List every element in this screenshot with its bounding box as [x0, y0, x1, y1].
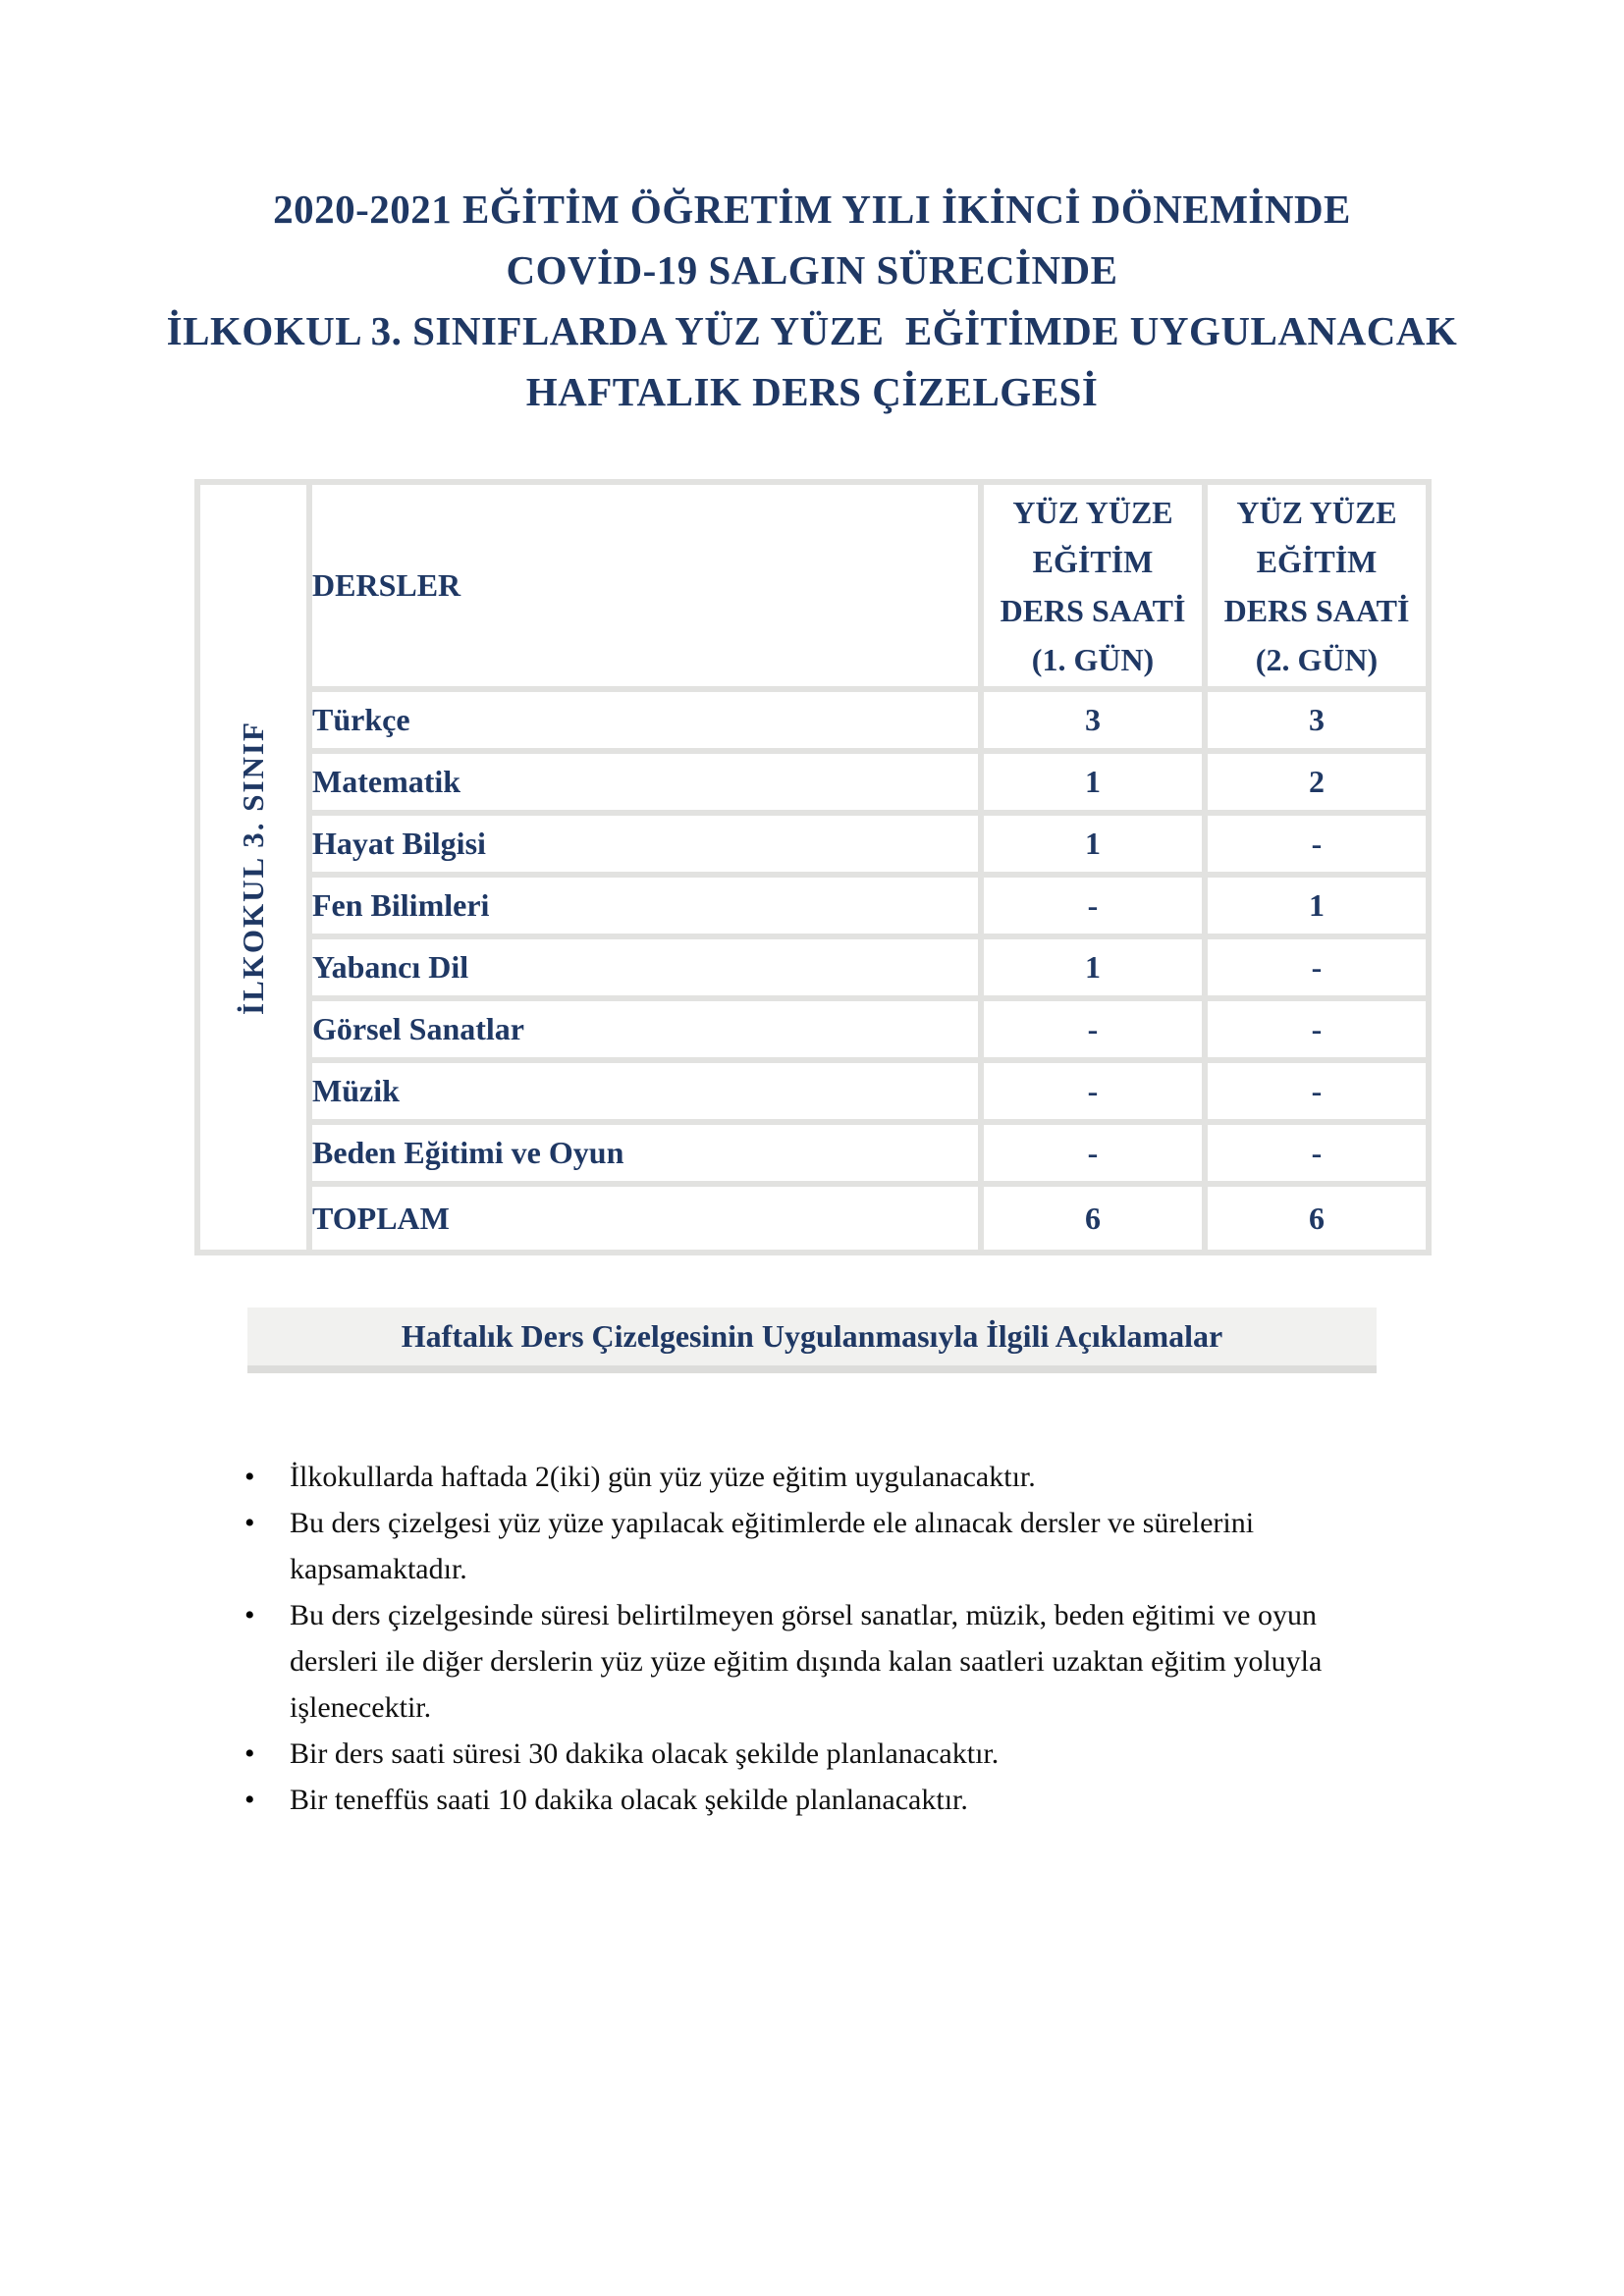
total-label-cell: TOPLAM: [312, 1187, 978, 1250]
explanations-heading: Haftalık Ders Çizelgesinin Uygulanmasıyla İlgili Açıklamalar: [247, 1308, 1377, 1373]
row-group-label: İLKOKUL 3. SINIF: [236, 720, 270, 1015]
subject-cell: Görsel Sanatlar: [312, 1001, 978, 1057]
table-row: [200, 1125, 1426, 1181]
table-row: [200, 939, 1426, 995]
table-header-row: [200, 485, 1426, 686]
day1-value-cell: 3: [984, 692, 1202, 748]
day1-header-line: EĞİTİM: [1032, 543, 1154, 579]
day1-header-line: (1. GÜN): [1031, 641, 1155, 677]
subject-cell: Fen Bilimleri: [312, 878, 978, 934]
column-header-day2: [1208, 485, 1426, 686]
column-header-day1: [984, 485, 1202, 686]
day2-value-cell: 2: [1208, 754, 1426, 810]
table-row: [200, 692, 1426, 748]
day2-header-line: (2. GÜN): [1255, 641, 1379, 677]
day2-header-line: YÜZ YÜZE: [1236, 494, 1397, 530]
day1-header-line: DERS SAATİ: [1000, 592, 1186, 628]
day2-header-line: EĞİTİM: [1256, 543, 1378, 579]
day2-value-cell: -: [1208, 939, 1426, 995]
list-item: • Bir teneffüs saati 10 dakika olacak şekilde planlanacaktır.: [243, 1777, 1411, 1823]
title-line-3: İLKOKUL 3. SINIFLARDA YÜZ YÜZE EĞİTİMDE UYGULANACAK: [166, 308, 1458, 353]
subject-cell: Hayat Bilgisi: [312, 816, 978, 872]
table-row: [200, 1001, 1426, 1057]
subject-cell: Türkçe: [312, 692, 978, 748]
row-group-cell: [200, 485, 306, 1250]
day1-value-cell: -: [984, 1001, 1202, 1057]
subject-cell: Müzik: [312, 1063, 978, 1119]
day1-value-cell: -: [984, 878, 1202, 934]
day2-value-cell: -: [1208, 1063, 1426, 1119]
day1-value-cell: 1: [984, 754, 1202, 810]
day2-value-cell: -: [1208, 1001, 1426, 1057]
document-title: [0, 179, 1624, 422]
list-item: • Bir ders saati süresi 30 dakika olacak şekilde planlanacaktır.: [243, 1731, 1411, 1777]
day2-value-cell: -: [1208, 816, 1426, 872]
title-line-1: 2020-2021 EĞİTİM ÖĞRETİM YILI İKİNCİ DÖNEMİNDE: [273, 187, 1351, 232]
day1-header-line: YÜZ YÜZE: [1012, 494, 1173, 530]
subject-cell: Matematik: [312, 754, 978, 810]
day1-value-cell: 1: [984, 939, 1202, 995]
title-line-2: COVİD-19 SALGIN SÜRECİNDE: [506, 247, 1118, 293]
day2-value-cell: -: [1208, 1125, 1426, 1181]
day1-value-cell: -: [984, 1063, 1202, 1119]
list-item: • İlkokullarda haftada 2(iki) gün yüz yüze eğitim uygulanacaktır.: [243, 1454, 1411, 1500]
day1-value-cell: 1: [984, 816, 1202, 872]
list-item: • Bu ders çizelgesi yüz yüze yapılacak eğitimlerde ele alınacak dersler ve sürelerini kapsamaktadır.: [243, 1500, 1411, 1592]
day2-header-line: DERS SAATİ: [1223, 592, 1410, 628]
day1-value-cell: -: [984, 1125, 1202, 1181]
subject-cell: Yabancı Dil: [312, 939, 978, 995]
column-header-dersler: DERSLER: [312, 485, 978, 686]
title-line-4: HAFTALIK DERS ÇİZELGESİ: [525, 369, 1099, 414]
explanations-list: [243, 1454, 1411, 1823]
subject-cell: Beden Eğitimi ve Oyun: [312, 1125, 978, 1181]
total-day1-cell: 6: [984, 1187, 1202, 1250]
day2-value-cell: 1: [1208, 878, 1426, 934]
table-total-row: [200, 1187, 1426, 1250]
schedule-table: [194, 479, 1432, 1255]
table-row: [200, 754, 1426, 810]
list-item: • Bu ders çizelgesinde süresi belirtilmeyen görsel sanatlar, müzik, beden eğitimi ve oyun dersleri ile diğer derslerin yüz yüze eğitim dışında kalan saatleri uzaktan eğitim yoluyla işlenecektir.: [243, 1592, 1411, 1731]
total-day2-cell: 6: [1208, 1187, 1426, 1250]
table-row: [200, 1063, 1426, 1119]
table-row: [200, 816, 1426, 872]
day2-value-cell: 3: [1208, 692, 1426, 748]
table-row: [200, 878, 1426, 934]
